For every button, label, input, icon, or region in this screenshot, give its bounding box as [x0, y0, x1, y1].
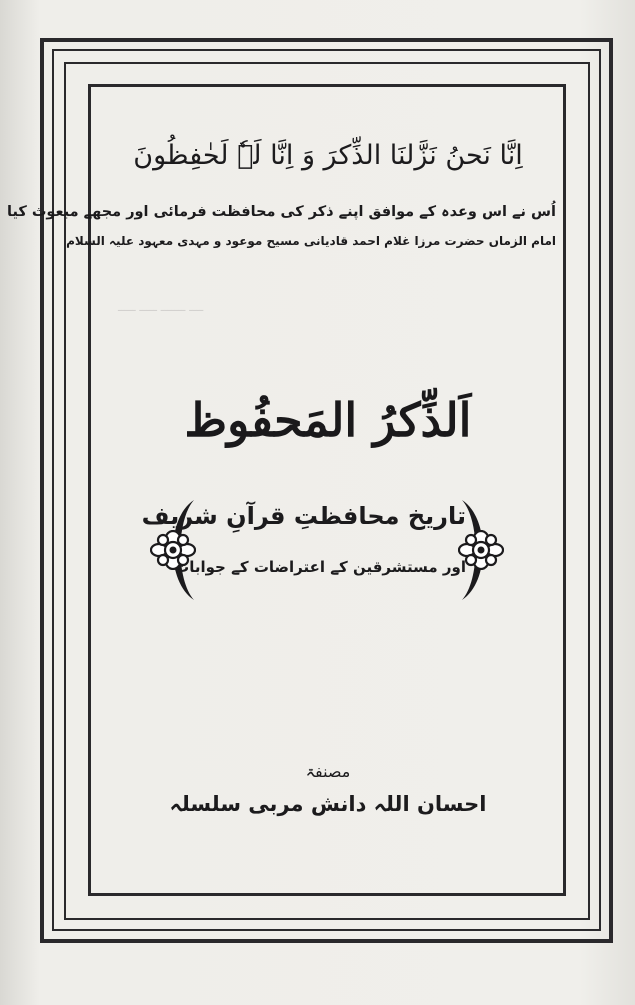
subtitle-block: [141, 496, 506, 604]
author-name: احسان اللہ دانش مربی سلسلہ: [169, 792, 487, 816]
bleed-through-text: ـــــ ـــــ ـــــــ ــــ: [118, 300, 204, 314]
subtitle-line-1: تاریخ محافظتِ قرآنِ شریف: [141, 502, 466, 530]
quran-verse: اِنَّا نَحنُ نَزَّلنَا الذِّکرَ وَ اِنَّا لَہٗ لَحٰفِظُونَ: [133, 140, 523, 171]
flower-ornament-icon: [458, 530, 504, 570]
intro-line-2: امام الزماں حضرت مرزا غلام احمد قادیانی مسیح موعود و مہدی معہود علیہ السلام: [66, 234, 556, 248]
intro-line-1: اُس نے اس وعدہ کے موافق اپنے ذکر کی محافظت فرمائی اور مجھے مبعوث کیا: [7, 204, 556, 220]
author-label: مصنفۃ: [305, 762, 351, 781]
book-title: اَلذِّکرُ المَحفُوظ: [184, 393, 472, 447]
subtitle-line-2: اور مستشرقین کے اعتراضات کے جوابات: [174, 558, 466, 576]
